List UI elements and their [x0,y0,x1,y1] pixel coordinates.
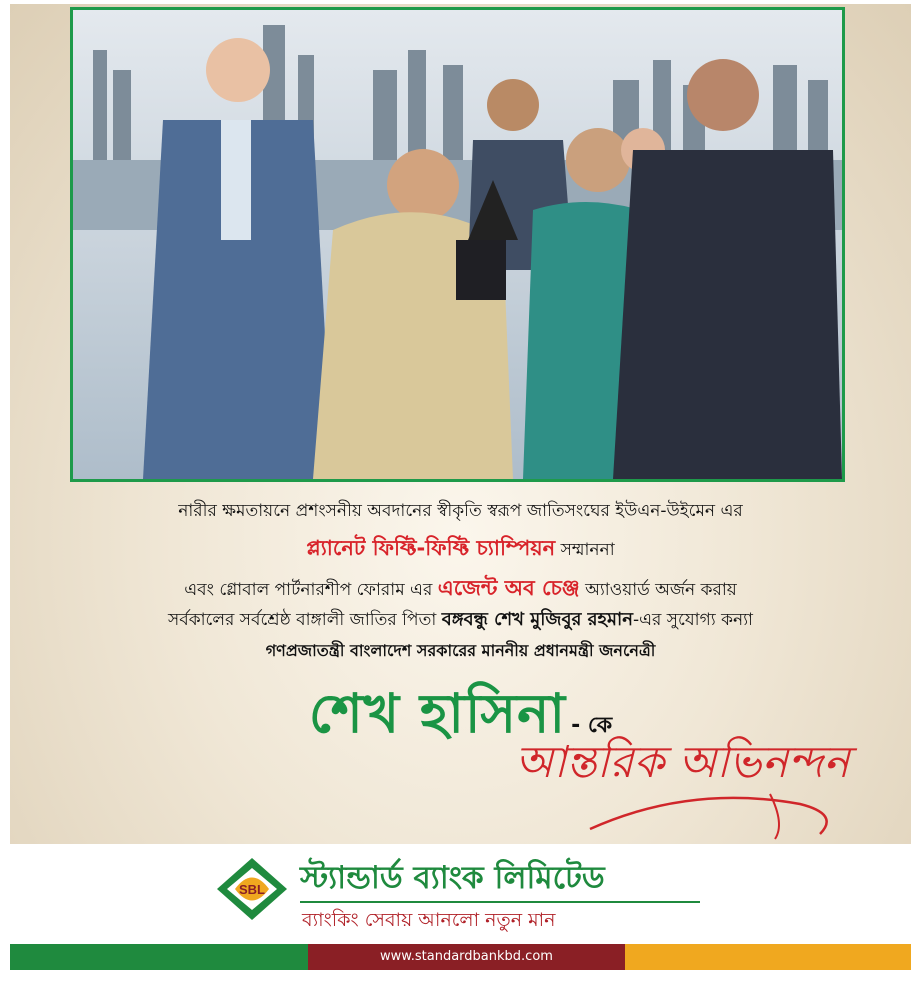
father-of-nation-line [10,605,911,636]
award-text: অ্যাওয়ার্ড অর্জন করায় [585,580,737,600]
agent-of-change: এজেন্ট অব চেঞ্জ [437,576,580,600]
photo-illustration [73,10,842,479]
sbl-logo-icon [215,856,289,922]
prime-minister-line: গণপ্রজাতন্ত্রী বাংলাদেশ সরকারের মাননীয় প্রধানমন্ত্রী জননেত্রী [265,641,656,660]
honoree-name: শেখ হাসিনা [308,682,566,745]
bank-tagline: ব্যাংকিং সেবায় আনলো নতুন মান [302,909,556,931]
award-line-1 [10,532,911,567]
father-text: সর্বকালের সর্বশ্রেষ্ঠ বাঙ্গালী জাতির পিতা [168,610,437,630]
bangabandhu-name: বঙ্গবন্ধু শেখ মুজিবুর রহমান [441,609,633,630]
forum-text: এবং গ্লোবাল পার্টনারশীপ ফোরাম এর [184,580,433,600]
honoree-suffix: - কে [571,713,613,738]
green-segment [10,944,308,970]
bank-logo-band [10,844,911,944]
award-ceremony-photo [70,7,845,482]
daughter-text: -এর সুযোগ্য কন্যা [632,610,753,630]
website-link[interactable]: www.standardbankbd.com [308,944,625,970]
heartfelt-congratulations: আন্তরিক অভিনন্দন [515,737,850,788]
honour-word: সম্মাননা [560,540,615,560]
recognition-line: নারীর ক্ষমতায়নে প্রশংসনীয় অবদানের স্বীকৃতি স্বরূপ জাতিসংঘের ইউএন-উইমেন এর [178,501,743,521]
calligraphy-flourish [570,774,850,844]
advertisement [10,4,911,970]
logo-text: SBL [239,882,265,897]
bank-name-underline [300,901,700,903]
planet-50-50-champion: প্ল্যানেট ফিফ্টি-ফিফ্টি চ্যাম্পিয়ন [306,536,556,560]
bank-name: স্ট্যান্ডার্ড ব্যাংক লিমিটেড [300,860,605,896]
color-bar-footer [10,944,911,970]
award-line-2 [10,572,911,607]
orange-segment [625,944,911,970]
